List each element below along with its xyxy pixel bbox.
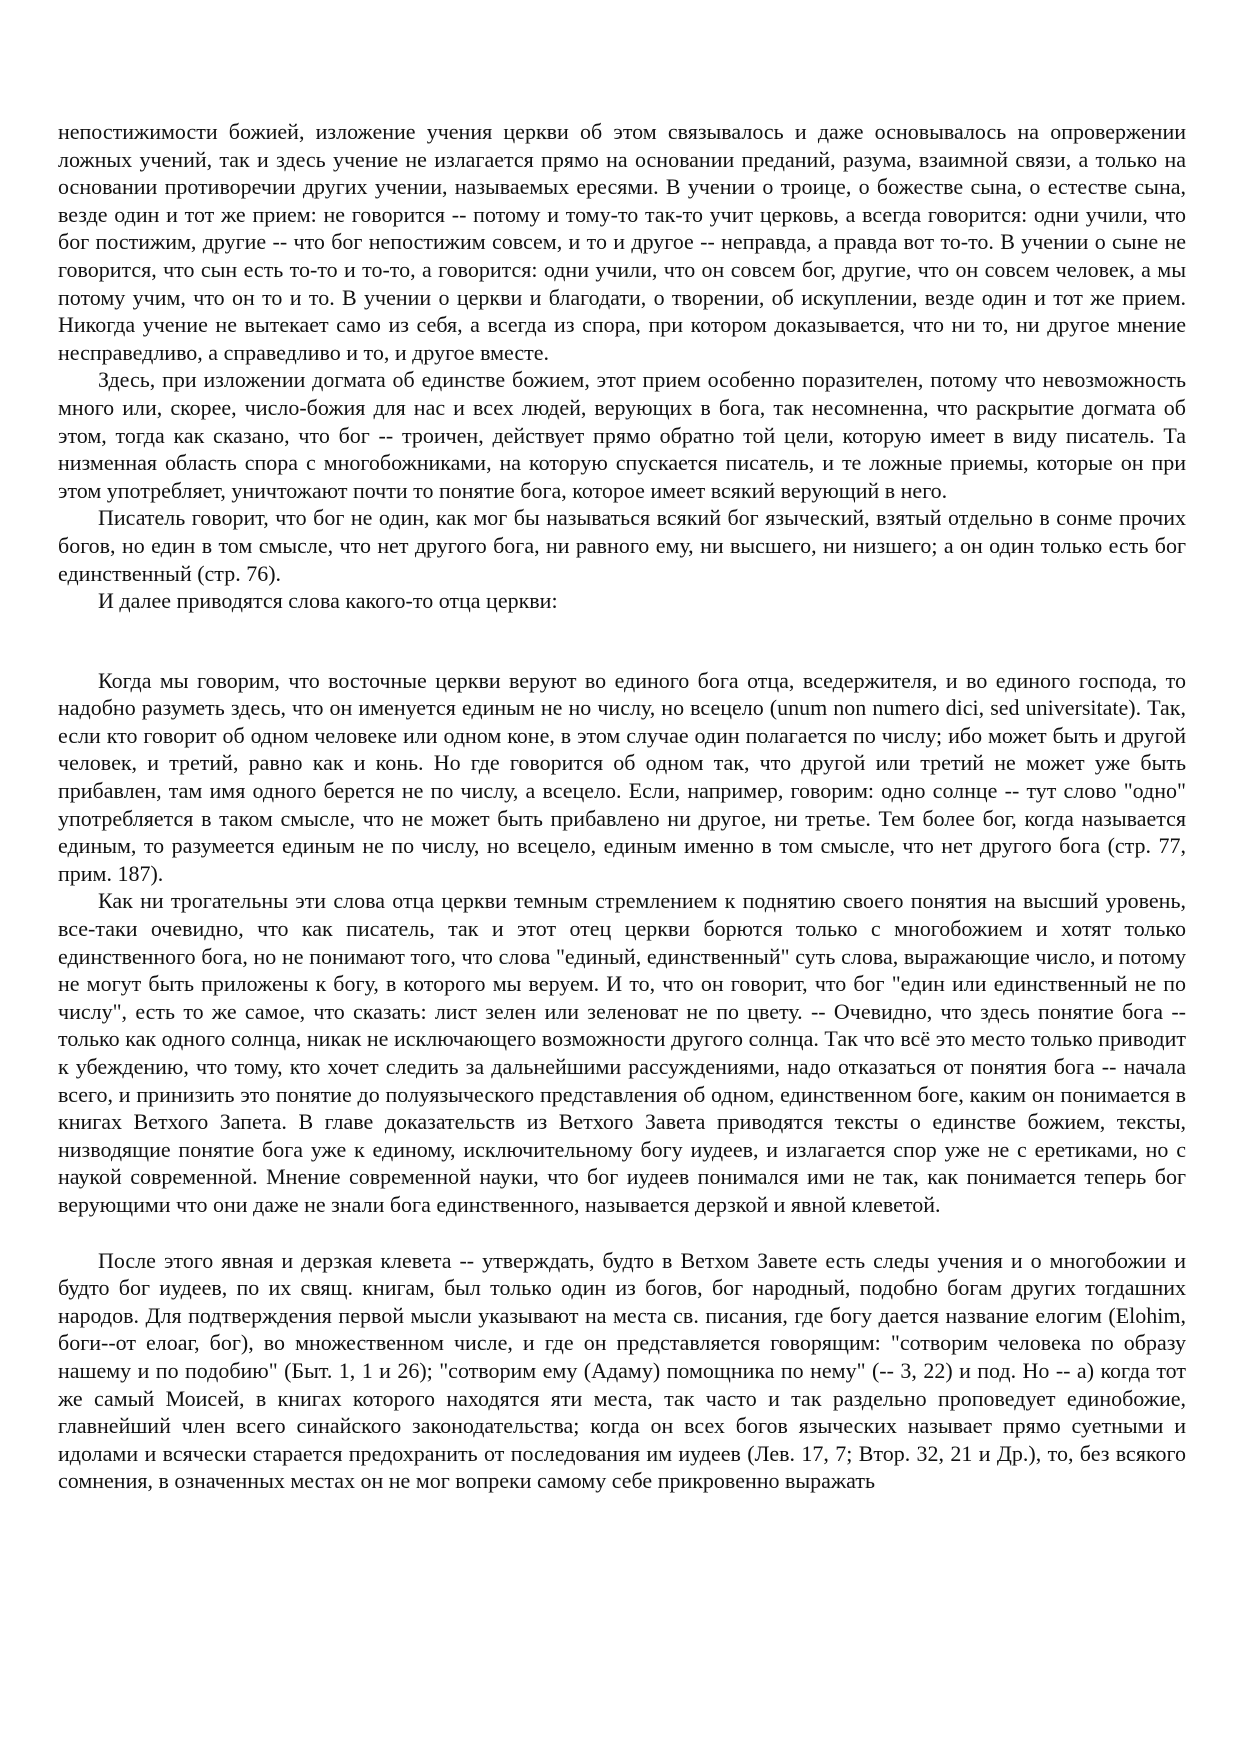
document-page	[58, 118, 1186, 1495]
quote-paragraph: Когда мы говорим, что восточные церкви веруют во единого бога отца, вседержителя, и во единого господа, то надобно разуметь здесь, что он именуется единым не но числу, но всецело (unum non numero dici, sed universitate). Так, если кто говорит об одном человеке или одном коне, в этом случае один полагается по числу; ибо может быть и другой человек, и третий, равно как и конь. Но где говорится об одном так, что другой или третий не может уже быть прибавлен, там имя одного берется не по числу, а всецело. Если, например, говорим: одно солнце -- тут слово "одно" употребляется в таком смысле, что не может быть прибавлено ни другое, ни третье. Тем более бог, когда называется единым, то разумеется единым не по числу, но всецело, единым именно в том смысле, что нет другого бога (стр. 77, прим. 187).	[58, 667, 1186, 886]
paragraph-7: После этого явная и дерзкая клевета -- утверждать, будто в Ветхом Завете есть следы учения и о многобожии и будто бог иудеев, по их свящ. книгам, был только один из богов, бог народный, подобно богам других тогдашних народов. Для подтверждения первой мысли указывают на места св. писания, где богу дается название елогим (Elohim, боги--от елоаг, бог), во множественном числе, и где он представляется говорящим: "сотворим человека по образу нашему и по подобию" (Быт. 1, 1 и 26); "сотворим ему (Адаму) помощника по нему" (-- 3, 22) и под. Но -- а) когда тот же самый Моисей, в книгах которого находятся яти места, так часто и так раздельно проповедует единобожие, главнейший член всего синайского законодательства; когда он всех богов языческих называет прямо суетными и идолами и всячески старается предохранить от последования им иудеев (Лев. 17, 7; Втор. 32, 21 и Др.), то, без всякого сомнения, в означенных местах он не мог вопреки самому себе прикровенно выражать	[58, 1247, 1186, 1494]
paragraph-4: И далее приводятся слова какого-то отца церкви:	[98, 588, 558, 614]
paragraph-6: Как ни трогательны эти слова отца церкви темным стремлением к поднятию своего понятия на высший уровень, все-таки очевидно, что как писатель, так и этот отец церкви борются только с многобожием и хотят только единственного бога, но не понимают того, что слова "единый, единственный" суть слова, выражающие число, и потому не могут быть приложены к богу, в которого мы веруем. И то, что он говорит, что бог "един или единственный не по числу", есть то же самое, что сказать: лист зелен или зеленоват не по цвету. -- Очевидно, что здесь понятие бога -- только как одного солнца, никак не исключающего возможности другого солнца. Так что всё это место только приводит к убеждению, что тому, кто хочет следить за дальнейшими рассуждениями, надо отказаться от понятия бога -- начала всего, и принизить это понятие до полуязыческого представления об одном, единственном боге, каким он понимается в книгах Ветхого Запета. В главе доказательств из Ветхого Завета приводятся тексты о единстве божием, тексты, низводящие понятие бога уже к единому, исключительному богу иудеев, и излагается спор уже не с еретиками, но с наукой современной. Мнение современной науки, что бог иудеев понимался ими не так, как понимается теперь бог верующими что они даже не знали бога единственного, называется дерзкой и явной клеветой.	[58, 888, 1186, 1217]
blank-line	[58, 1219, 1186, 1247]
paragraph-2: Здесь, при изложении догмата об единстве божием, этот прием особенно поразителен, потому что невозможность много или, скорее, число-божия для нас и всех людей, верующих в бога, так несомненна, что раскрытие догмата об этом, тогда как сказано, что бог -- троичен, действует прямо обратно той цели, которую имеет в виду писатель. Та низменная область спора с многобожниками, на которую спускается писатель, и те ложные приемы, которые он при этом употребляет, уничтожают почти то понятие бога, которое имеет всякий верующий в него.	[58, 367, 1186, 503]
paragraph-3: Писатель говорит, что бог не один, как мог бы называться всякий бог языческий, взятый отдельно в сонме прочих богов, но един в том смысле, что нет другого бога, ни равного ему, ни высшего, ни низшего; а он один только есть бог единственный (стр. 76).	[58, 505, 1186, 586]
paragraph-1: непостижимости божией, изложение учения церкви об этом связывалось и даже основывалось на опровержении ложных учений, так и здесь учение не излагается прямо на основании преданий, разума, взаимной связи, а только на основании противоречии других учении, называемых ересями. В учении о троице, о божестве сына, о естестве сына, везде один и тот же прием: не говорится -- потому и тому-то так-то учит церковь, а всегда говорится: одни учили, что бог постижим, другие -- что бог непостижим совсем, и то и другое -- неправда, а правда вот то-то. В учении о сыне не говорится, что сын есть то-то и то-то, а говорится: одни учили, что он совсем бог, другие, что он совсем человек, а мы потому учим, что он то и то. В учении о церкви и благодати, о творении, об искуплении, везде один и тот же прием. Никогда учение не вытекает само из себя, а всегда из спора, при котором доказывается, что ни то, ни другое мнение несправедливо, а справедливо и то, и другое вместе.	[58, 119, 1186, 365]
blank-line	[58, 615, 1186, 667]
